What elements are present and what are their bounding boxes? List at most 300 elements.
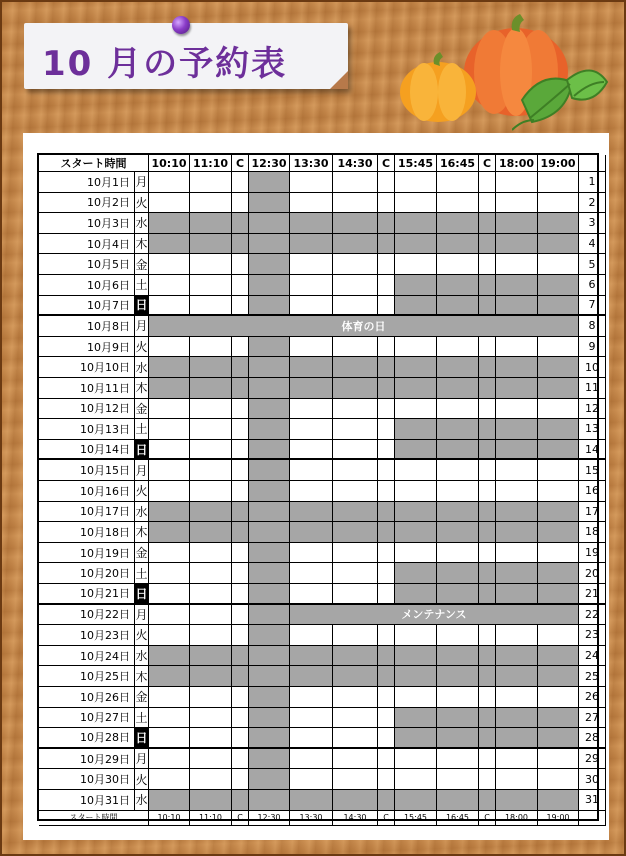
slot-cell[interactable]: [479, 399, 496, 420]
slot-cell[interactable]: [190, 275, 232, 296]
slot-cell[interactable]: [249, 357, 290, 378]
slot-cell[interactable]: [290, 666, 333, 687]
slot-cell[interactable]: [249, 378, 290, 399]
slot-cell[interactable]: [479, 378, 496, 399]
slot-cell[interactable]: [232, 605, 249, 626]
slot-cell[interactable]: [378, 357, 395, 378]
slot-cell[interactable]: [232, 275, 249, 296]
slot-cell[interactable]: [395, 337, 437, 358]
slot-cell[interactable]: [290, 296, 333, 317]
slot-cell[interactable]: [190, 337, 232, 358]
slot-cell[interactable]: [149, 666, 190, 687]
slot-cell[interactable]: [232, 687, 249, 708]
slot-cell[interactable]: [479, 275, 496, 296]
slot-cell[interactable]: [538, 460, 579, 481]
slot-cell[interactable]: [496, 275, 538, 296]
slot-cell[interactable]: [290, 687, 333, 708]
slot-cell[interactable]: [190, 749, 232, 770]
slot-cell[interactable]: [149, 460, 190, 481]
slot-cell[interactable]: [333, 378, 378, 399]
slot-cell[interactable]: [437, 254, 479, 275]
slot-cell[interactable]: [538, 275, 579, 296]
slot-cell[interactable]: [149, 234, 190, 255]
slot-cell[interactable]: [333, 193, 378, 214]
slot-cell[interactable]: [378, 666, 395, 687]
slot-cell[interactable]: [496, 563, 538, 584]
slot-cell[interactable]: [290, 254, 333, 275]
slot-cell[interactable]: [149, 605, 190, 626]
slot-cell[interactable]: [496, 193, 538, 214]
slot-cell[interactable]: [395, 275, 437, 296]
slot-cell[interactable]: [232, 481, 249, 502]
slot-cell[interactable]: [249, 234, 290, 255]
slot-cell[interactable]: [378, 584, 395, 605]
slot-cell[interactable]: [395, 646, 437, 667]
slot-cell[interactable]: [437, 708, 479, 729]
slot-cell[interactable]: [395, 254, 437, 275]
slot-cell[interactable]: [249, 337, 290, 358]
slot-cell[interactable]: [538, 254, 579, 275]
slot-cell[interactable]: [437, 378, 479, 399]
slot-cell[interactable]: [437, 728, 479, 749]
slot-cell[interactable]: [232, 625, 249, 646]
slot-cell[interactable]: [149, 625, 190, 646]
slot-cell[interactable]: [378, 728, 395, 749]
slot-cell[interactable]: [479, 728, 496, 749]
slot-cell[interactable]: [232, 357, 249, 378]
slot-cell[interactable]: [479, 460, 496, 481]
slot-cell[interactable]: [333, 172, 378, 193]
slot-cell[interactable]: [538, 337, 579, 358]
slot-cell[interactable]: [538, 502, 579, 523]
slot-cell[interactable]: [378, 213, 395, 234]
slot-cell[interactable]: [190, 646, 232, 667]
slot-cell[interactable]: [190, 399, 232, 420]
slot-cell[interactable]: [496, 769, 538, 790]
slot-cell[interactable]: [149, 296, 190, 317]
slot-cell[interactable]: [378, 275, 395, 296]
slot-cell[interactable]: [437, 584, 479, 605]
slot-cell[interactable]: [190, 460, 232, 481]
slot-cell[interactable]: [232, 646, 249, 667]
slot-cell[interactable]: [479, 563, 496, 584]
slot-cell[interactable]: [232, 769, 249, 790]
slot-cell[interactable]: [395, 790, 437, 811]
slot-cell[interactable]: [437, 337, 479, 358]
slot-cell[interactable]: [378, 646, 395, 667]
slot-cell[interactable]: [232, 708, 249, 729]
slot-cell[interactable]: [496, 666, 538, 687]
slot-cell[interactable]: [538, 769, 579, 790]
slot-cell[interactable]: [190, 502, 232, 523]
slot-cell[interactable]: [479, 687, 496, 708]
slot-cell[interactable]: [149, 440, 190, 461]
slot-cell[interactable]: [378, 790, 395, 811]
slot-cell[interactable]: [190, 687, 232, 708]
slot-cell[interactable]: [395, 625, 437, 646]
slot-cell[interactable]: [290, 193, 333, 214]
slot-cell[interactable]: [290, 625, 333, 646]
slot-cell[interactable]: [479, 708, 496, 729]
slot-cell[interactable]: [333, 357, 378, 378]
slot-cell[interactable]: [290, 275, 333, 296]
slot-cell[interactable]: [437, 687, 479, 708]
slot-cell[interactable]: [290, 563, 333, 584]
slot-cell[interactable]: [149, 419, 190, 440]
slot-cell[interactable]: [378, 172, 395, 193]
slot-cell[interactable]: [479, 193, 496, 214]
slot-cell[interactable]: [249, 687, 290, 708]
slot-cell[interactable]: [479, 234, 496, 255]
slot-cell[interactable]: [496, 790, 538, 811]
slot-cell[interactable]: [149, 769, 190, 790]
slot-cell[interactable]: [496, 399, 538, 420]
slot-cell[interactable]: [437, 646, 479, 667]
slot-cell[interactable]: [395, 440, 437, 461]
slot-cell[interactable]: [479, 357, 496, 378]
slot-cell[interactable]: [232, 563, 249, 584]
slot-cell[interactable]: [232, 419, 249, 440]
slot-cell[interactable]: [479, 213, 496, 234]
slot-cell[interactable]: [496, 172, 538, 193]
slot-cell[interactable]: [149, 687, 190, 708]
slot-cell[interactable]: [249, 543, 290, 564]
slot-cell[interactable]: [232, 296, 249, 317]
slot-cell[interactable]: [496, 296, 538, 317]
slot-cell[interactable]: [479, 172, 496, 193]
slot-cell[interactable]: [378, 337, 395, 358]
slot-cell[interactable]: [232, 213, 249, 234]
slot-cell[interactable]: [496, 213, 538, 234]
slot-cell[interactable]: [496, 749, 538, 770]
slot-cell[interactable]: [538, 172, 579, 193]
slot-cell[interactable]: [249, 399, 290, 420]
slot-cell[interactable]: [333, 337, 378, 358]
slot-cell[interactable]: [395, 563, 437, 584]
slot-cell[interactable]: [232, 666, 249, 687]
slot-cell[interactable]: [232, 440, 249, 461]
slot-cell[interactable]: [437, 563, 479, 584]
slot-cell[interactable]: [437, 543, 479, 564]
slot-cell[interactable]: [190, 769, 232, 790]
slot-cell[interactable]: [290, 440, 333, 461]
slot-cell[interactable]: [149, 728, 190, 749]
slot-cell[interactable]: [249, 193, 290, 214]
slot-cell[interactable]: [249, 172, 290, 193]
slot-cell[interactable]: [538, 234, 579, 255]
slot-cell[interactable]: [290, 378, 333, 399]
slot-cell[interactable]: [232, 584, 249, 605]
slot-cell[interactable]: [496, 357, 538, 378]
slot-cell[interactable]: [395, 749, 437, 770]
slot-cell[interactable]: [333, 584, 378, 605]
slot-cell[interactable]: [249, 460, 290, 481]
slot-cell[interactable]: [249, 502, 290, 523]
slot-cell[interactable]: [437, 749, 479, 770]
slot-cell[interactable]: [437, 213, 479, 234]
slot-cell[interactable]: [378, 481, 395, 502]
slot-cell[interactable]: [190, 708, 232, 729]
slot-cell[interactable]: [190, 543, 232, 564]
slot-cell[interactable]: [437, 399, 479, 420]
slot-cell[interactable]: [479, 666, 496, 687]
slot-cell[interactable]: [378, 254, 395, 275]
slot-cell[interactable]: [496, 646, 538, 667]
slot-cell[interactable]: [232, 749, 249, 770]
slot-cell[interactable]: [249, 728, 290, 749]
slot-cell[interactable]: [190, 419, 232, 440]
slot-cell[interactable]: [333, 769, 378, 790]
slot-cell[interactable]: [395, 502, 437, 523]
slot-cell[interactable]: [479, 440, 496, 461]
slot-cell[interactable]: [333, 749, 378, 770]
slot-cell[interactable]: [333, 708, 378, 729]
slot-cell[interactable]: [479, 419, 496, 440]
slot-cell[interactable]: [149, 254, 190, 275]
slot-cell[interactable]: [395, 193, 437, 214]
slot-cell[interactable]: [333, 790, 378, 811]
slot-cell[interactable]: [437, 625, 479, 646]
slot-cell[interactable]: [190, 625, 232, 646]
slot-cell[interactable]: [538, 440, 579, 461]
slot-cell[interactable]: [538, 213, 579, 234]
slot-cell[interactable]: [496, 378, 538, 399]
slot-cell[interactable]: [395, 522, 437, 543]
slot-cell[interactable]: [290, 357, 333, 378]
slot-cell[interactable]: [290, 213, 333, 234]
slot-cell[interactable]: [232, 234, 249, 255]
slot-cell[interactable]: [378, 234, 395, 255]
slot-cell[interactable]: [378, 563, 395, 584]
slot-cell[interactable]: [232, 399, 249, 420]
slot-cell[interactable]: [333, 625, 378, 646]
slot-cell[interactable]: [378, 769, 395, 790]
slot-cell[interactable]: [395, 728, 437, 749]
slot-cell[interactable]: [190, 357, 232, 378]
slot-cell[interactable]: [149, 213, 190, 234]
slot-cell[interactable]: [496, 543, 538, 564]
slot-cell[interactable]: [437, 234, 479, 255]
slot-cell[interactable]: [333, 563, 378, 584]
slot-cell[interactable]: [149, 399, 190, 420]
slot-cell[interactable]: [395, 584, 437, 605]
slot-cell[interactable]: [538, 419, 579, 440]
slot-cell[interactable]: [496, 708, 538, 729]
slot-cell[interactable]: [333, 399, 378, 420]
slot-cell[interactable]: [378, 460, 395, 481]
slot-cell[interactable]: [538, 646, 579, 667]
slot-cell[interactable]: [538, 728, 579, 749]
slot-cell[interactable]: [333, 419, 378, 440]
slot-cell[interactable]: [538, 522, 579, 543]
slot-cell[interactable]: [290, 460, 333, 481]
slot-cell[interactable]: [395, 357, 437, 378]
slot-cell[interactable]: [395, 378, 437, 399]
slot-cell[interactable]: [538, 666, 579, 687]
slot-cell[interactable]: [290, 522, 333, 543]
slot-cell[interactable]: [290, 337, 333, 358]
slot-cell[interactable]: [333, 687, 378, 708]
slot-cell[interactable]: [249, 419, 290, 440]
slot-cell[interactable]: [378, 749, 395, 770]
slot-cell[interactable]: [290, 234, 333, 255]
slot-cell[interactable]: [290, 790, 333, 811]
slot-cell[interactable]: [378, 193, 395, 214]
slot-cell[interactable]: [479, 296, 496, 317]
slot-cell[interactable]: [496, 584, 538, 605]
slot-cell[interactable]: [479, 254, 496, 275]
slot-cell[interactable]: [333, 522, 378, 543]
slot-cell[interactable]: [190, 522, 232, 543]
slot-cell[interactable]: [249, 563, 290, 584]
slot-cell[interactable]: [479, 790, 496, 811]
slot-cell[interactable]: [190, 790, 232, 811]
slot-cell[interactable]: [395, 543, 437, 564]
slot-cell[interactable]: [538, 708, 579, 729]
slot-cell[interactable]: [437, 502, 479, 523]
slot-cell[interactable]: [190, 213, 232, 234]
slot-cell[interactable]: [538, 790, 579, 811]
slot-cell[interactable]: [378, 419, 395, 440]
slot-cell[interactable]: [378, 399, 395, 420]
slot-cell[interactable]: [395, 172, 437, 193]
slot-cell[interactable]: [232, 378, 249, 399]
slot-cell[interactable]: [496, 687, 538, 708]
slot-cell[interactable]: [395, 460, 437, 481]
slot-cell[interactable]: [538, 749, 579, 770]
slot-cell[interactable]: [290, 646, 333, 667]
slot-cell[interactable]: [249, 275, 290, 296]
slot-cell[interactable]: [395, 419, 437, 440]
slot-cell[interactable]: [149, 584, 190, 605]
slot-cell[interactable]: [333, 481, 378, 502]
slot-cell[interactable]: [149, 502, 190, 523]
slot-cell[interactable]: [496, 502, 538, 523]
slot-cell[interactable]: [249, 481, 290, 502]
slot-cell[interactable]: [496, 460, 538, 481]
slot-cell[interactable]: [395, 234, 437, 255]
slot-cell[interactable]: [437, 357, 479, 378]
slot-cell[interactable]: [538, 193, 579, 214]
slot-cell[interactable]: [496, 481, 538, 502]
slot-cell[interactable]: [538, 543, 579, 564]
slot-cell[interactable]: [149, 708, 190, 729]
slot-cell[interactable]: [249, 790, 290, 811]
slot-cell[interactable]: [190, 193, 232, 214]
slot-cell[interactable]: [437, 666, 479, 687]
slot-cell[interactable]: [149, 543, 190, 564]
slot-cell[interactable]: [496, 337, 538, 358]
slot-cell[interactable]: [496, 728, 538, 749]
slot-cell[interactable]: [437, 769, 479, 790]
slot-cell[interactable]: [538, 296, 579, 317]
slot-cell[interactable]: [437, 460, 479, 481]
slot-cell[interactable]: [479, 543, 496, 564]
slot-cell[interactable]: [378, 502, 395, 523]
slot-cell[interactable]: [149, 749, 190, 770]
slot-cell[interactable]: [190, 172, 232, 193]
slot-cell[interactable]: [232, 460, 249, 481]
slot-cell[interactable]: [395, 213, 437, 234]
slot-cell[interactable]: [479, 584, 496, 605]
slot-cell[interactable]: [149, 337, 190, 358]
slot-cell[interactable]: [249, 769, 290, 790]
slot-cell[interactable]: [249, 296, 290, 317]
slot-cell[interactable]: [437, 172, 479, 193]
slot-cell[interactable]: [395, 708, 437, 729]
slot-cell[interactable]: [190, 563, 232, 584]
slot-cell[interactable]: [149, 563, 190, 584]
slot-cell[interactable]: [538, 687, 579, 708]
slot-cell[interactable]: [190, 584, 232, 605]
slot-cell[interactable]: [496, 440, 538, 461]
slot-cell[interactable]: [149, 481, 190, 502]
slot-cell[interactable]: [479, 646, 496, 667]
slot-cell[interactable]: [249, 254, 290, 275]
slot-cell[interactable]: [190, 254, 232, 275]
slot-cell[interactable]: [378, 378, 395, 399]
slot-cell[interactable]: [538, 378, 579, 399]
slot-cell[interactable]: [232, 522, 249, 543]
slot-cell[interactable]: [496, 254, 538, 275]
slot-cell[interactable]: [378, 708, 395, 729]
slot-cell[interactable]: [249, 522, 290, 543]
slot-cell[interactable]: [190, 234, 232, 255]
slot-cell[interactable]: [333, 213, 378, 234]
slot-cell[interactable]: [333, 234, 378, 255]
slot-cell[interactable]: [249, 213, 290, 234]
slot-cell[interactable]: [190, 378, 232, 399]
slot-cell[interactable]: [538, 584, 579, 605]
slot-cell[interactable]: [378, 687, 395, 708]
slot-cell[interactable]: [538, 357, 579, 378]
slot-cell[interactable]: [496, 625, 538, 646]
slot-cell[interactable]: [290, 728, 333, 749]
slot-cell[interactable]: [378, 522, 395, 543]
slot-cell[interactable]: [333, 275, 378, 296]
slot-cell[interactable]: [437, 419, 479, 440]
slot-cell[interactable]: [249, 666, 290, 687]
slot-cell[interactable]: [333, 254, 378, 275]
slot-cell[interactable]: [249, 749, 290, 770]
slot-cell[interactable]: [232, 502, 249, 523]
slot-cell[interactable]: [479, 769, 496, 790]
slot-cell[interactable]: [290, 502, 333, 523]
slot-cell[interactable]: [232, 790, 249, 811]
slot-cell[interactable]: [232, 172, 249, 193]
slot-cell[interactable]: [190, 296, 232, 317]
slot-cell[interactable]: [290, 481, 333, 502]
slot-cell[interactable]: [378, 440, 395, 461]
slot-cell[interactable]: [249, 584, 290, 605]
slot-cell[interactable]: [395, 769, 437, 790]
slot-cell[interactable]: [395, 666, 437, 687]
slot-cell[interactable]: [538, 399, 579, 420]
slot-cell[interactable]: [333, 440, 378, 461]
slot-cell[interactable]: [149, 275, 190, 296]
slot-cell[interactable]: [479, 625, 496, 646]
slot-cell[interactable]: [232, 543, 249, 564]
slot-cell[interactable]: [479, 522, 496, 543]
slot-cell[interactable]: [437, 481, 479, 502]
slot-cell[interactable]: [290, 584, 333, 605]
slot-cell[interactable]: [333, 666, 378, 687]
slot-cell[interactable]: [437, 296, 479, 317]
slot-cell[interactable]: [395, 296, 437, 317]
slot-cell[interactable]: [437, 522, 479, 543]
slot-cell[interactable]: [437, 440, 479, 461]
slot-cell[interactable]: [149, 378, 190, 399]
